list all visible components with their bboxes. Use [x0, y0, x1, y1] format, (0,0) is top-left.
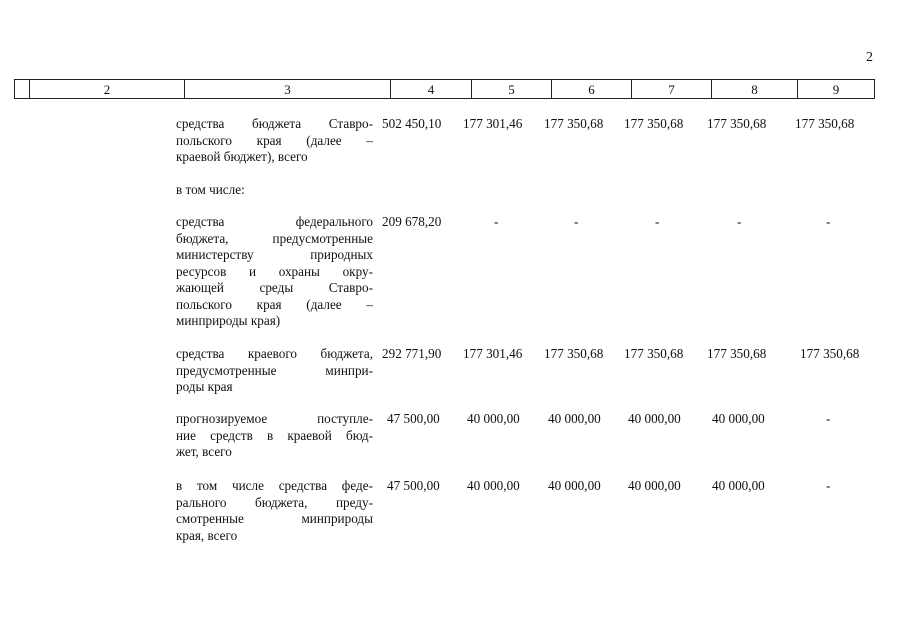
row-description-line: средства краевого бюджета,	[176, 346, 373, 361]
cell-col5: 40 000,00	[467, 478, 520, 493]
row-description	[176, 478, 373, 544]
column-header: 4	[391, 80, 472, 98]
row-description-line: краевой бюджет), всего	[176, 149, 308, 164]
column-header: 8	[712, 80, 798, 98]
row-description-line: рального бюджета, преду-	[176, 494, 373, 510]
row-description-line: смотренные минприроды	[176, 511, 373, 526]
column-header: 9	[832, 82, 840, 97]
column-header: 7	[632, 80, 712, 98]
column-header: 3	[185, 80, 391, 98]
cell-col5: 177 301,46	[463, 346, 523, 361]
cell-col5: 40 000,00	[467, 411, 520, 426]
row-description	[176, 214, 373, 330]
cell-col6: 40 000,00	[548, 478, 601, 493]
cell-col5: 177 301,46	[463, 116, 523, 131]
row-description-line: ние средств в краевой бюд-	[176, 427, 373, 443]
cell-col8: 177 350,68	[707, 116, 767, 131]
cell-col4: 292 771,90	[382, 346, 442, 361]
row-description-line: средства федерального	[176, 214, 373, 229]
cell-col9: -	[826, 214, 831, 229]
row-description-line: предусмотренные минпри-	[176, 362, 373, 378]
cell-col8: 177 350,68	[707, 346, 767, 361]
cell-col4: 47 500,00	[387, 411, 440, 426]
table-header-row	[14, 79, 875, 99]
row-description-line: министерству природных	[176, 247, 373, 262]
cell-col8: 40 000,00	[712, 411, 765, 426]
cell-col8: -	[737, 214, 742, 229]
row-description-line: средства бюджета Ставро-	[176, 116, 373, 131]
row-description-line: края, всего	[176, 527, 238, 543]
row-description	[176, 116, 373, 166]
cell-col6: 40 000,00	[548, 411, 601, 426]
row-description-line: жающей среды Ставро-	[176, 280, 373, 295]
row-description	[176, 411, 373, 461]
cell-col9: -	[826, 478, 831, 493]
page-number: 2	[866, 50, 873, 65]
column-header: 6	[552, 80, 632, 98]
row-description-line: польского края (далее –	[176, 132, 373, 148]
row-description-line: прогнозируемое поступле-	[176, 411, 373, 426]
cell-col6: 177 350,68	[544, 346, 604, 361]
row-description-line: бюджета, предусмотренные	[176, 230, 373, 246]
cell-col7: 40 000,00	[628, 478, 681, 493]
cell-col5: -	[494, 214, 499, 229]
row-description-line: в том числе средства феде-	[176, 478, 373, 493]
row-description	[176, 182, 373, 199]
cell-col4: 209 678,20	[382, 214, 442, 229]
cell-col9: 177 350,68	[800, 346, 860, 361]
cell-col8: 40 000,00	[712, 478, 765, 493]
row-description-line: ресурсов и охраны окру-	[176, 263, 373, 279]
cell-col7: 177 350,68	[624, 116, 684, 131]
cell-col4: 47 500,00	[387, 478, 440, 493]
cell-col7: 177 350,68	[624, 346, 684, 361]
row-description-line: роды края	[176, 379, 233, 394]
row-description-line: минприроды края)	[176, 313, 281, 328]
column-header: 2	[30, 80, 185, 98]
row-description	[176, 346, 373, 396]
row-description-line: жет, всего	[176, 444, 232, 459]
cell-col4: 502 450,10	[382, 116, 442, 131]
cell-col6: -	[574, 214, 579, 229]
cell-col7: -	[655, 214, 660, 229]
row-description-line: польского края (далее –	[176, 296, 373, 312]
column-header: 5	[472, 80, 552, 98]
row-description-line: в том числе:	[176, 182, 245, 197]
cell-col7: 40 000,00	[628, 411, 681, 426]
cell-col9: -	[826, 411, 831, 426]
cell-col6: 177 350,68	[544, 116, 604, 131]
cell-col9: 177 350,68	[795, 116, 855, 131]
